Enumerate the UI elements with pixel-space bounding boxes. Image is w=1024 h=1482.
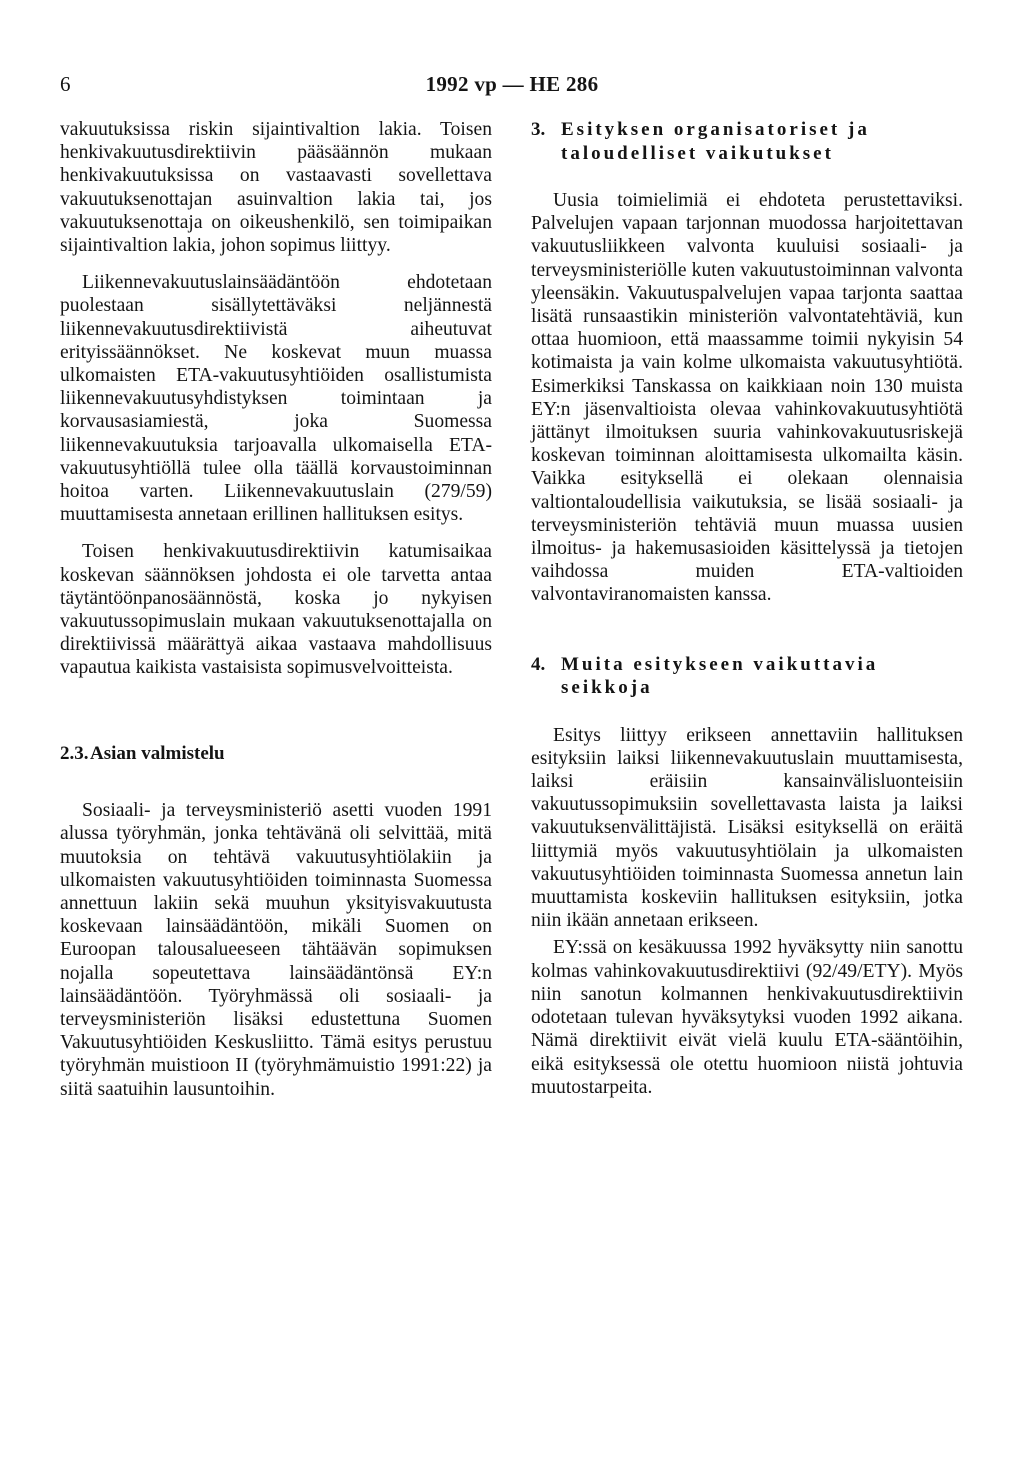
paragraph-continued: vakuutuksissa riskin sijaintivaltion lakia. Toisen henkivakuutusdirektiivin pääsäännön mukaan henkivakuutuksissa on vastaavasti sovellettava vakuutuksenottajan asuinvaltion lakia tai, jos vakuutuksenottaja on oikeushenkilö, sen toimipaikan sijaintivaltion lakia, johon sopimus liittyy.	[60, 119, 492, 257]
section-title: Asian valmistelu	[90, 742, 225, 764]
section-title: Esityksen organisatoriset ja taloudelliset vaikutukset	[561, 119, 870, 164]
page-number: 6	[60, 72, 71, 96]
section-heading-2-3	[60, 742, 492, 766]
paragraph-cancellation-period: Toisen henkivakuutusdirektiivin katumisaikaa koskevan säännöksen johdosta ei ole tarvetta antaa täytäntöönpanosäännöstä, koska jo nykyisen vakuutussopimuslain mukaan vakuutuksenottajalla on direktiivissä määrättyä aikaa vastaava mahdollisuus vapautua kaikista vastaisista sopimusvelvoitteista.	[60, 541, 492, 679]
paragraph-traffic-insurance: Liikennevakuutuslainsäädäntöön ehdotetaan puolestaan sisällytettäväksi neljännestä liikennevakuutusdirektiivistä aiheutuvat erityissäännökset. Ne koskevat muun muassa ulkomaisten ETA-vakuutusyhtiöiden osallistumista liikennevakuutusyhdistyksen toimintaan ja korvausasiamiestä, joka Suomessa liikennevakuutuksia tarjoavalla ulkomaisella ETA-vakuutusyhtiöllä tulee olla täällä korvaustoiminnan hoitoa varten. Liikennevakuutuslain (279/59) muuttamisesta annetaan erillinen hallituksen esitys.	[60, 272, 492, 526]
section-number: 3.	[531, 119, 546, 140]
running-header: 1992 vp — HE 286	[425, 72, 599, 96]
paragraph-related-proposals: Esitys liittyy erikseen annettaviin hallituksen esityksiin laiksi liikennevakuutuslain muuttamisesta, laiksi eräisiin kansainvälisluonteisiin vakuutussopimuksiin sovellettavasta laista ja laiksi vakuutuksenvälittäjistä. Lisäksi esityksellä on eräitä liittymiä myös vakuutusyhtiölain ja ulkomaisten vakuutusyhtiöiden toiminnasta Suomessa annetun lain muuttamista koskeviin hallituksen esityksiin, jotka niin ikään annetaan erikseen.	[531, 724, 963, 932]
paragraph-preparation: Sosiaali- ja terveysministeriö asetti vuoden 1991 alussa työryhmän, jonka tehtävänä oli selvittää, mitä muutoksia on tehtävä vakuutusyhtiölakiin ja ulkomaisten vakuutusyhtiöiden toiminnasta Suomessa annettuun lakiin sekä muuhun yksityisvakuutusta koskevaan lainsäädäntöön, mikäli Suomen on Euroopan talousalueeseen tähtäävän sopimuksen nojalla sopeutettava lainsäädäntönsä EY:n lainsäädäntöön. Työryhmässä oli sosiaali- ja terveysministeriön lisäksi edustettuna Suomen Vakuutusyhtiöiden Keskusliitto. Tämä esitys perustuu työryhmän muistioon II (työryhmämuistio 1991:22) ja siitä saatuihin lausuntoihin.	[60, 800, 492, 1100]
section-number: 4.	[531, 653, 546, 675]
section-heading-3	[531, 118, 963, 165]
paragraph-ey-directives: EY:ssä on kesäkuussa 1992 hyväksytty niin sanottu kolmas vahinkovakuutusdirektiivi (92/49/ETY). Myös niin sanotun kolmannen henkivakuutusdirektiivin odotetaan tulevan hyväksytyksi vuoden 1992 aikana. Nämä direktiivit eivät vielä kuulu ETA-sääntöihin, eikä esityksessä ole otettu huomioon niistä johtuvia muutostarpeita.	[531, 937, 963, 1098]
right-column	[531, 118, 963, 1099]
section-heading-4	[531, 653, 963, 700]
left-column	[60, 118, 492, 1101]
section-title: Muita esitykseen vaikuttavia seikkoja	[561, 653, 879, 699]
section-number: 2.3.	[60, 742, 89, 764]
paragraph-organizational-effects: Uusia toimielimiä ei ehdoteta perustettaviksi. Palvelujen vapaan tarjonnan muodossa harjoitettavan vakuutusliikkeen valvonta kuuluisi sosiaali- ja terveysministeriölle kuten vakuutustoiminnan valvonta yleensäkin. Vakuutuspalvelujen vapaa tarjonta saattaa lisätä runsaastikin ministeriön valvontatehtäviä, kun ottaa huomioon, että maassamme toimii nykyisin 54 kotimaista ja vain kolme ulkomaista vakuutusyhtiötä. Esimerkiksi Tanskassa on kaikkiaan noin 130 muista EY:n jäsenvaltioista olevaa vahinkovakuutusyhtiötä jättänyt ilmoituksen suuria vahinkovakuutusriskejä koskevan toiminnan aloittamisesta ulkomailta käsin. Vaikka esityksellä ei olekaan olennaisia valtiontaloudellisia vaikutuksia, se lisää sosiaali- ja terveysministeriön tehtäviä muun muassa uusien ilmoitus- ja hakemusasioiden käsittelyssä ja tietojen vaihdossa muiden ETA-valtioiden valvontaviranomaisten kanssa.	[531, 190, 963, 606]
